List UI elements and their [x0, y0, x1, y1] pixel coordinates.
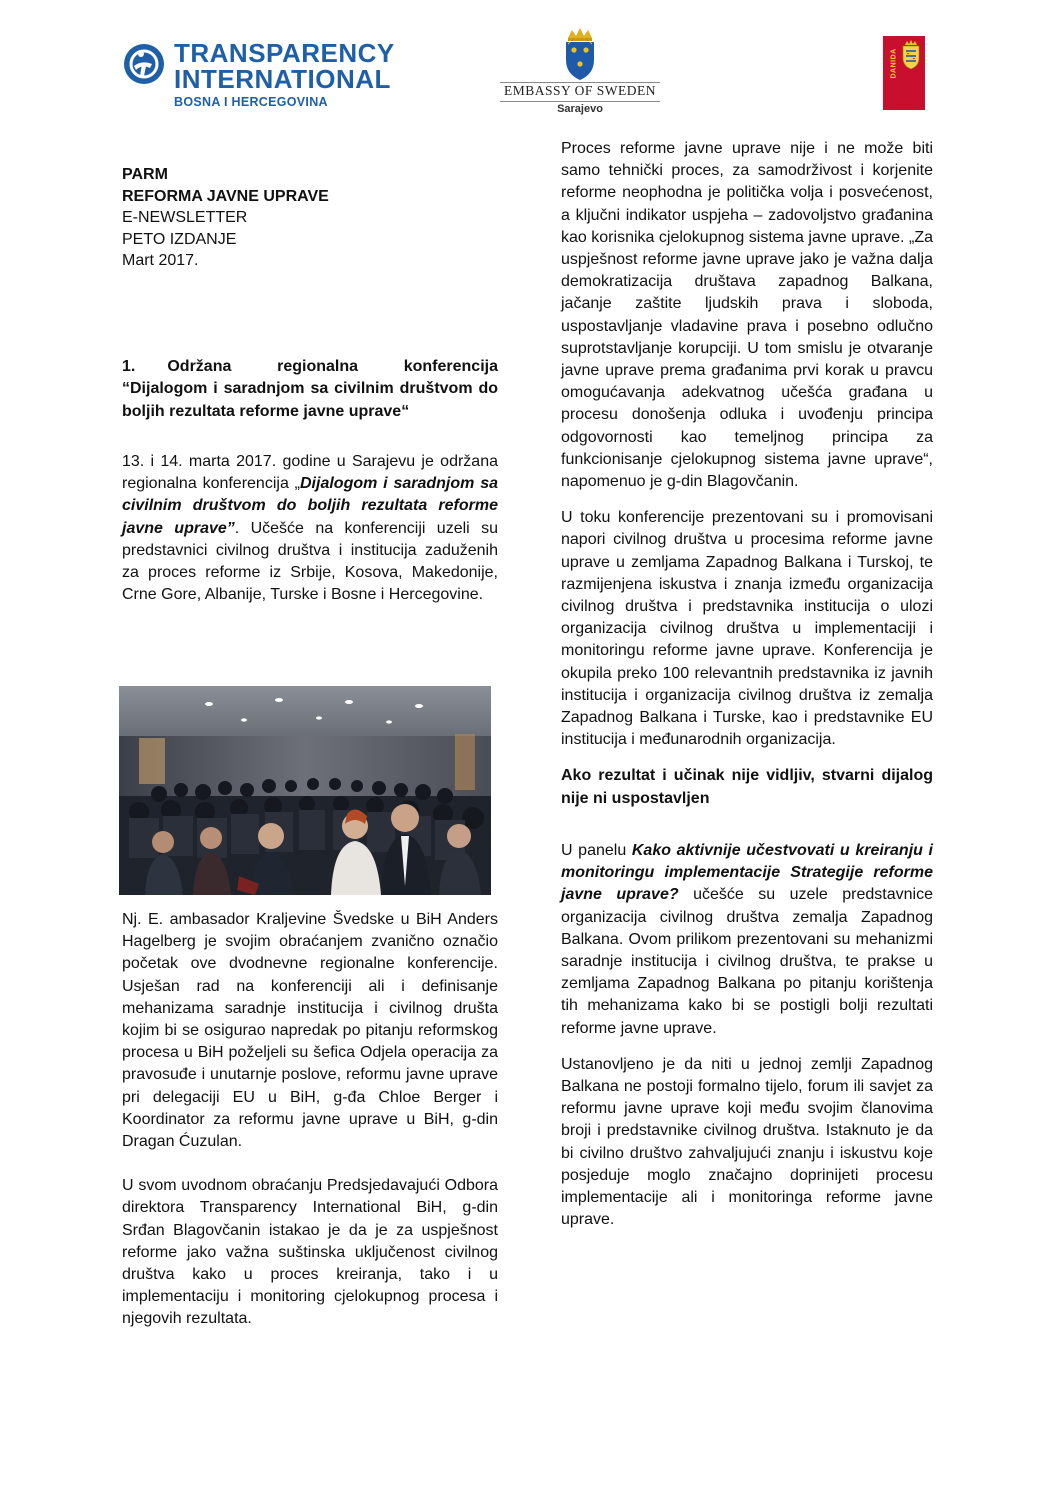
meta-program: PARM: [122, 166, 168, 183]
swedish-crest-icon: [558, 26, 602, 82]
right-column: [561, 138, 933, 1231]
embassy-city: Sarajevo: [557, 103, 603, 115]
intro-paragraph: 13. i 14. marta 2017. godine u Sarajevu je održana regionalna konferencija „Dijalogom i saradnjom sa civilnim društvom do boljih rezultata reforme javne uprave”. Učešće na konferenciji uzeli su predstavnici civilnog društva i institucija zaduženih za proces reforme iz Srbije, Kosova, Makedonije, Crne Gore, Albanije, Turske i Bosne i Hercegovine.: [122, 453, 498, 604]
newsletter-meta: [122, 164, 498, 272]
conference-summary-paragraph: U toku konferencije prezentovani su i promovisani napori civilnog društva u procesima reforme javne uprave u zemljama Zapadnog Balkana i Turskoj, te razmijenjena iskustva i znanja između organizacija civilnog društva i predstavnika institucija o ulozi organizacija civilnog društva u implementaciji i monitoringu reforme javne uprave. Konferencija je okupila preko 100 relevantnih predstavnika iz javnih institucija i organizacija civilnog društva iz zemalja Zapadnog Balkana i Turske, kao i predstavnike EU institucija i međunarodnih organizacija.: [561, 509, 933, 749]
embassy-name: EMBASSY OF SWEDEN: [503, 83, 657, 98]
meta-date: Mart 2017.: [122, 252, 199, 269]
left-column-continued: [122, 909, 498, 1331]
ti-name-line2: INTERNATIONAL: [174, 64, 391, 94]
meta-title: REFORMA JAVNE UPRAVE: [122, 187, 329, 205]
danish-crest-icon: [900, 40, 922, 70]
danida-logo: [883, 36, 925, 110]
ti-country: BOSNA I HERCEGOVINA: [174, 95, 328, 109]
embassy-of-sweden-logo: [500, 26, 660, 116]
ambassador-paragraph: Nj. E. ambasador Kraljevine Švedske u BiH Anders Hagelberg je svojim obraćanjem zvanično označio početak ove dvodnevne regionalne konferencije. Usješan rad na konferenciji ali i definisanje mehanizama saradnje institucija i civilnog društa kojim bi se osigurao napredak po pitanju reformskog procesa u BiH poželjeli su šefica Odjela operacija za pravosuđe i unutarnje poslove, reformu javne uprave pri delegaciji EU u BiH, g-đa Chloe Berger i Koordinator za reformu javne uprave u BiH, g-din Dragan Ćuzulan.: [122, 911, 498, 1151]
reform-process-paragraph: Proces reforme javne uprave nije i ne može biti samo tehnički proces, za samodrživost i korjenite reforme neophodna je politička volja i posvećenost, a ključni indikator uspjeha – zadovoljstvo građanina kao korisnika cjelokupnog sistema javne uprave. „Za uspješnost reforme javne uprave jako je važna dalja demokratizacija društava zapadnog Balkana, jačanje zaštite ljudskih prava i sloboda, uspostavljanje vladavine prava i posebno odlučno suprotstavljanje korupciji. U tom smislu je otvaranje javne uprave prema građanima prvi korak u pravcu omogućavanja adekvatnog učešća građana u procesu donošenja odluka i uvođenju principa odgovornosti kao temeljnog principa za funkcionisanje cjelokupnog sistema javne uprave“, napomenuo je g-din Blagovčanin.: [561, 140, 933, 491]
panel-paragraph: U panelu Kako aktivnije učestvovati u kreiranju i monitoringu implementacije Strategije reforme javne uprave? učešće su uzele predstavnice organizacija civilnog društva zemalja Zapadnog Balkana. Ovom prilikom prezentovani su mehanizmi saradnje institucija i civilnog društva, te prakse u zemljama Zapadnog Balkana po pitanju korištenja tih mehanizama kako bi se postigli bolji rezultati reforme javne uprave.: [561, 841, 934, 1037]
left-column: [122, 164, 498, 606]
subheading: Ako rezultat i učinak nije vidljiv, stvarni dijalog nije ni uspostavljen: [561, 767, 933, 807]
ti-name-line1: TRANSPARENCY: [174, 38, 395, 68]
conference-title: Dijalogom i saradnjom sa civilnim društvom do boljih rezultata reforme javne uprave”: [122, 475, 498, 537]
danida-text: DANIDA: [890, 48, 898, 79]
opening-address-paragraph: U svom uvodnom obraćanju Predsjedavajući Odbora direktora Transparency International BiH, g-din Srđan Blagovčanin istakao je da je za uspješnost reforme jako važna suštinska uključenost civilnog društva kako u proces kreiranja, tako i u implementaciju i monitoring cjelokupnog procesa i njegovih rezultata.: [122, 1177, 498, 1328]
conference-photo: [119, 686, 491, 895]
conference-photo-illustration: [119, 686, 491, 895]
ti-globe-icon: [122, 42, 166, 86]
meta-edition: PETO IZDANJE: [122, 230, 237, 248]
meta-type: E-NEWSLETTER: [122, 209, 248, 226]
transparency-international-logo: [122, 38, 395, 112]
conclusion-paragraph: Ustanovljeno je da niti u jednoj zemlji Zapadnog Balkana ne postoji formalno tijelo, forum ili savjet za reformu javne uprave koji među svojim članovima broji i predstavnike civilnog društva. Istaknuto je da bi civilno društvo zahvaljujući znanju i iskustvu koje posjeduje moglo značajno doprinijeti procesu implementacije ali i monitoringa reforme javne uprave.: [561, 1055, 933, 1229]
panel-title: Kako aktivnije učestvovati u kreiranju i monitoringu implementacije Strategije reforme javne uprave?: [561, 841, 933, 904]
section-heading: 1. Održana regionalna konferencija “Dijalogom i saradnjom sa civilnim društvom do boljih rezultata reforme javne uprave“: [122, 357, 498, 420]
